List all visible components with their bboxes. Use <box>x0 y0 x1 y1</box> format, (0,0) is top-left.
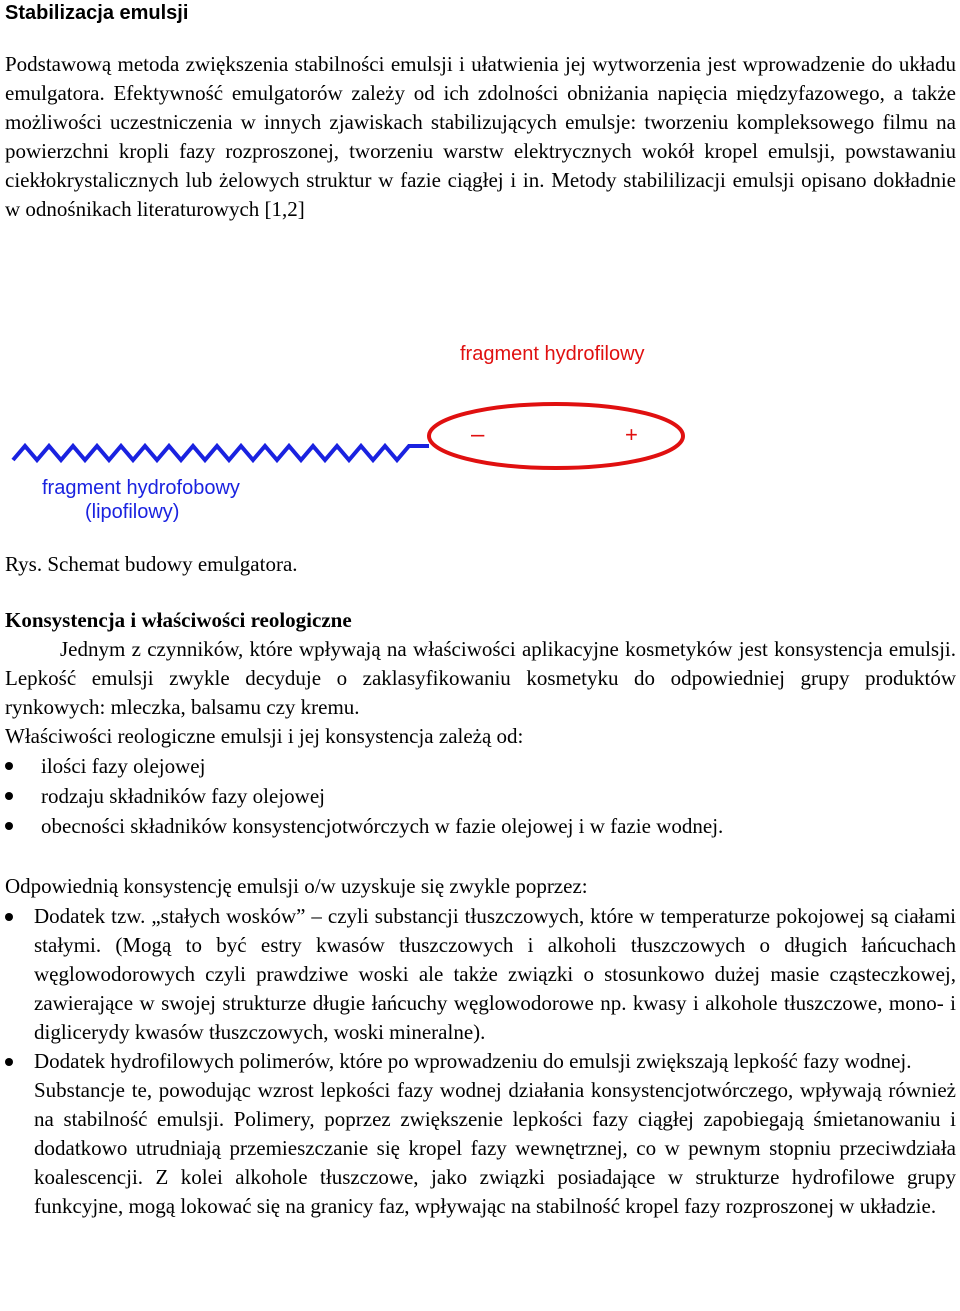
minus-sign: – <box>471 421 485 448</box>
lipophilic-label: (lipofilowy) <box>85 501 180 523</box>
methods-continuation: Substancje te, powodując wzrost lepkości fazy wodnej działania konsystencjotwórczego, wpływają również na stabilność emulsji. Polimery, poprzez zwiększenie lepkości fazy ciągłej zapobiegają śmietanowaniu i dodatkowo utrudniają przemieszczanie się kropel fazy wewnętrznej, co w pewnym stopniu przeciwdziała koalescencji. Z kolei alkohole tłuszczowe, jako związki posiadające w strukturze hydrofilowe grupy funkcyjne, mogą lokować się na granicy faz, wpływając na stabilność kropel fazy rozproszonej w układzie. <box>34 1078 956 1218</box>
list-item: Dodatek tzw. „stałych wosków” – czyli substancji tłuszczowych, które w temperaturze pokojowej są ciałami stałymi. (Mogą to być estry kwasów tłuszczowych i alkoholi tłuszczowych o długich łańcuchach węglowodorowych czyli prawdziwe woski ale także związki o stosunkowo dużej masie cząsteczkowej, zawierające w swojej strukturze długie łańcuchy węglowodorowe np. kwasy i alkohole tłuszczowe, mono- i diglicerydy kwasów tłuszczowych, woski mineralne). <box>5 902 956 1047</box>
plus-sign: + <box>625 422 638 447</box>
properties-list <box>5 751 956 841</box>
methods-lead: Odpowiednią konsystencję emulsji o/w uzyskuje się zwykle poprzez: <box>5 874 588 898</box>
intro-paragraph: Podstawową metoda zwiększenia stabilności emulsji i ułatwienia jej wytworzenia jest wprowadzenie do układu emulgatora. Efektywność emulgatorów zależy od ich zdolności obniżania napięcia międzyfazowego, a także możliwości uczestniczenia w innych zjawiskach stabilizujących emulsje: tworzeniu kompleksowego filmu na powierzchni kropli fazy rozproszonej, tworzeniu warstw elektrycznych wokół kropel emulsji, powstawaniu ciekłokrystalicznych lub żelowych struktur w fazie ciągłej i in. Metody stabililizacji emulsji opisano dokładnie w odnośnikach literaturowych [1,2] <box>5 52 956 221</box>
hydrophobic-chain <box>13 446 429 460</box>
section-paragraph-1: Jednym z czynników, które wpływają na właściwości aplikacyjne kosmetyków jest konsystencja emulsji. Lepkość emulsji zwykle decyduje o zaklasyfikowaniu kosmetyku do odpowiedniej grupy produktów rynkowych: mleczka, balsamu czy kremu. <box>5 637 956 719</box>
hydrophilic-head <box>429 404 683 468</box>
methods-list <box>5 902 956 1221</box>
list-item: Dodatek hydrofilowych polimerów, które po wprowadzeniu do emulsji zwiększają lepkość fazy wodnej. <box>5 1047 956 1076</box>
emulsifier-diagram <box>5 330 956 530</box>
emulsifier-figure <box>5 330 956 530</box>
list-item: ilości fazy olejowej <box>5 751 956 781</box>
page-title: Stabilizacja emulsji <box>5 2 189 24</box>
list-item: obecności składników konsystencjotwórczych w fazie olejowej i w fazie wodnej. <box>5 811 956 841</box>
section-heading: Konsystencja i właściwości reologiczne <box>5 608 352 632</box>
section-paragraph-2: Właściwości reologiczne emulsji i jej konsystencja zależą od: <box>5 724 524 748</box>
hydrophobic-label: fragment hydrofobowy <box>42 477 240 499</box>
figure-caption: Rys. Schemat budowy emulgatora. <box>5 552 298 576</box>
consistency-section <box>5 606 956 841</box>
hydrophilic-label: fragment hydrofilowy <box>460 343 645 365</box>
list-item: rodzaju składników fazy olejowej <box>5 781 956 811</box>
